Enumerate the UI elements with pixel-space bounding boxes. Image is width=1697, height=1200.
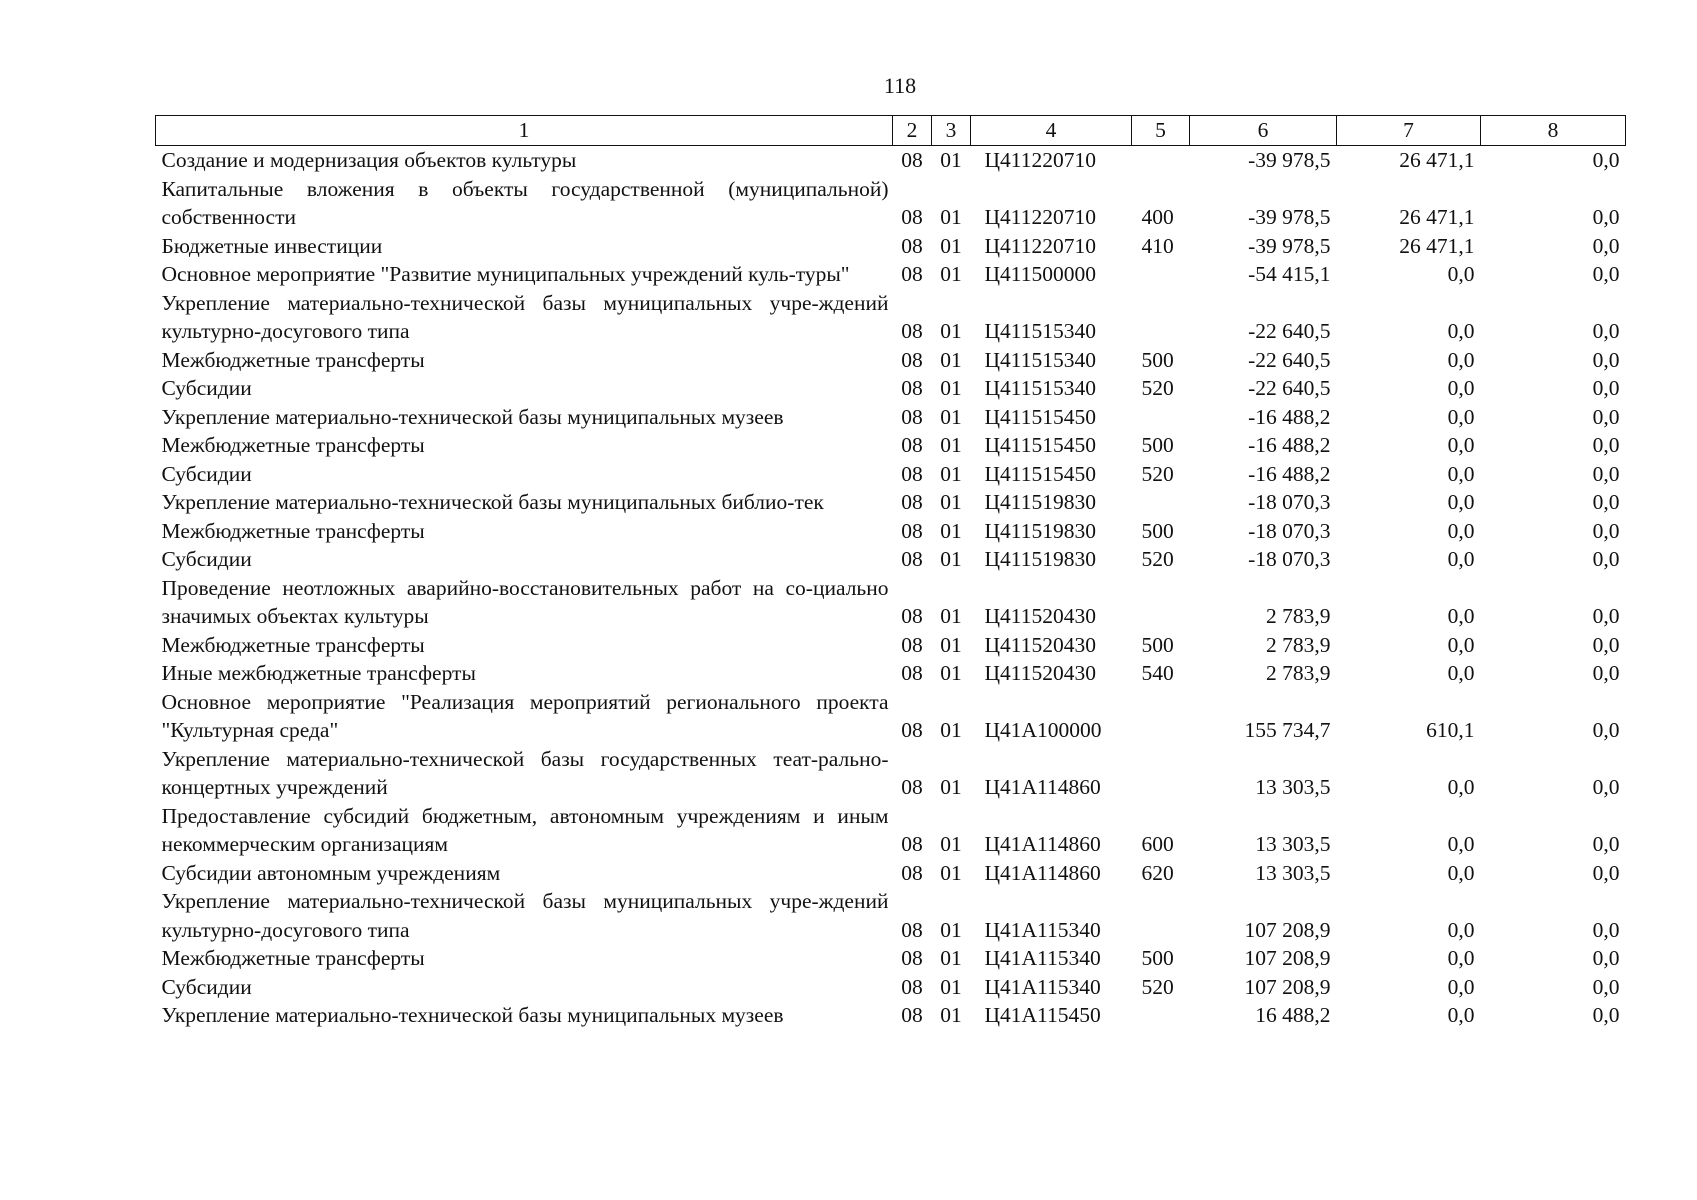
cell-value-6: -16 488,2 [1248,433,1331,457]
cell-expense-type [1132,887,1190,944]
cell-value-6: 155 734,7 [1244,718,1331,742]
table-row [156,488,1626,517]
cell-subsection: 01 [940,860,962,885]
cell-name: Проведение неотложных аварийно-восстановительных работ на со-циально значимых объектах культуры [161,575,889,628]
cell-target-article: Ц411519830 [984,490,1096,514]
cell-subsection: 01 [940,376,962,400]
cell-value-6: 2 783,9 [1266,661,1331,685]
cell-expense-type: 600 [1141,832,1174,856]
cell-value-6: -18 070,3 [1248,547,1331,571]
cell-subsection: 01 [940,946,962,970]
cell-name: Субсидии [161,974,252,999]
cell-section: 08 [901,461,923,486]
cell-target-article: Ц411520430 [984,661,1096,685]
cell-expense-type [1132,260,1190,289]
header-row [156,116,1626,146]
cell-subsection: 01 [940,518,962,543]
header-col-6: 6 [1190,116,1337,146]
cell-expense-type [1132,745,1190,802]
cell-value-8: 0,0 [1592,661,1620,685]
cell-name: Бюджетные инвестиции [161,233,383,258]
cell-value-6: 2 783,9 [1266,604,1331,628]
cell-expense-type [1132,289,1190,346]
table-row [156,260,1626,289]
cell-section: 08 [901,1003,923,1027]
cell-value-7: 0,0 [1447,917,1475,942]
cell-target-article: Ц411220710 [984,148,1096,172]
cell-value-6: 13 303,5 [1255,832,1331,856]
cell-name: Укрепление материально-технической базы муниципальных музеев [161,1003,784,1027]
cell-section: 08 [901,404,923,429]
cell-name: Укрепление материально-технической базы муниципальных учре-ждений культурно-досугового типа [161,290,889,343]
cell-expense-type [1132,1001,1190,1030]
cell-target-article: Ц411520430 [984,604,1096,628]
cell-target-article: Ц411519830 [984,518,1096,543]
table-row [156,802,1626,859]
cell-value-7: 0,0 [1447,832,1475,856]
table-body [156,146,1626,1030]
cell-name: Межбюджетные трансферты [161,946,425,970]
cell-value-8: 0,0 [1592,347,1620,372]
cell-section: 08 [901,376,923,400]
cell-name: Межбюджетные трансферты [161,433,425,457]
cell-expense-type: 500 [1141,347,1174,372]
cell-value-8: 0,0 [1592,547,1620,571]
cell-name: Межбюджетные трансферты [161,632,425,657]
cell-value-7: 0,0 [1447,433,1475,457]
cell-value-6: 107 208,9 [1244,917,1331,942]
cell-target-article: Ц41А114860 [984,832,1101,856]
table-row [156,973,1626,1002]
cell-subsection: 01 [940,404,962,429]
cell-expense-type: 520 [1141,461,1174,486]
cell-section: 08 [901,433,923,457]
table-row [156,688,1626,745]
cell-section: 08 [901,974,923,999]
cell-value-7: 0,0 [1447,461,1475,486]
cell-section: 08 [901,490,923,514]
header-col-3: 3 [932,116,971,146]
header-col-1: 1 [156,116,893,146]
cell-subsection: 01 [940,319,962,343]
cell-value-7: 0,0 [1447,974,1475,999]
table-row [156,659,1626,688]
cell-expense-type [1132,403,1190,432]
cell-value-6: -39 978,5 [1248,205,1331,229]
cell-section: 08 [901,547,923,571]
cell-target-article: Ц411515340 [984,319,1096,343]
table-row [156,403,1626,432]
cell-subsection: 01 [940,974,962,999]
table-row [156,232,1626,261]
cell-subsection: 01 [940,433,962,457]
cell-target-article: Ц41А115340 [984,974,1101,999]
cell-value-6: -22 640,5 [1248,376,1331,400]
cell-section: 08 [901,832,923,856]
cell-subsection: 01 [940,490,962,514]
cell-value-7: 0,0 [1447,1003,1475,1027]
cell-expense-type: 520 [1141,547,1174,571]
cell-value-7: 0,0 [1447,775,1475,799]
table-row [156,944,1626,973]
cell-target-article: Ц411500000 [984,262,1096,286]
table-header [156,116,1626,146]
cell-name: Капитальные вложения в объекты государственной (муниципальной) собственности [161,176,889,229]
cell-target-article: Ц41А114860 [984,860,1101,885]
cell-subsection: 01 [940,547,962,571]
cell-name: Основное мероприятие "Реализация мероприятий регионального проекта "Культурная среда" [161,689,889,742]
cell-value-7: 26 471,1 [1399,233,1475,258]
cell-value-8: 0,0 [1592,404,1620,429]
cell-value-7: 26 471,1 [1399,148,1475,172]
table-row [156,887,1626,944]
cell-section: 08 [901,632,923,657]
cell-value-7: 0,0 [1447,262,1475,286]
cell-value-6: -16 488,2 [1248,461,1331,486]
header-col-4: 4 [971,116,1132,146]
cell-value-8: 0,0 [1592,604,1620,628]
cell-subsection: 01 [940,917,962,942]
cell-value-6: -18 070,3 [1248,490,1331,514]
cell-expense-type: 400 [1141,205,1174,229]
cell-value-8: 0,0 [1592,832,1620,856]
cell-value-8: 0,0 [1592,718,1620,742]
cell-expense-type: 500 [1141,518,1174,543]
cell-name: Создание и модернизация объектов культуры [161,148,577,172]
cell-value-6: -22 640,5 [1248,347,1331,372]
cell-target-article: Ц411515450 [984,461,1096,486]
cell-section: 08 [901,775,923,799]
header-col-8: 8 [1481,116,1626,146]
cell-expense-type: 520 [1141,376,1174,400]
cell-section: 08 [901,233,923,258]
cell-name: Укрепление материально-технической базы государственных теат-рально-концертных учреждений [161,746,889,799]
cell-value-7: 0,0 [1447,319,1475,343]
table-row [156,631,1626,660]
cell-value-8: 0,0 [1592,1003,1620,1027]
cell-name: Иные межбюджетные трансферты [161,661,476,685]
cell-value-8: 0,0 [1592,518,1620,543]
cell-value-8: 0,0 [1592,205,1620,229]
cell-expense-type [1132,688,1190,745]
cell-value-6: -54 415,1 [1248,262,1331,286]
cell-section: 08 [901,148,923,172]
cell-target-article: Ц411515340 [984,376,1096,400]
cell-target-article: Ц41А115340 [984,946,1101,970]
cell-section: 08 [901,518,923,543]
cell-target-article: Ц411515340 [984,347,1096,372]
cell-expense-type: 410 [1141,233,1174,258]
table-row [156,1001,1626,1030]
cell-value-8: 0,0 [1592,974,1620,999]
cell-value-7: 0,0 [1447,547,1475,571]
cell-value-7: 0,0 [1447,347,1475,372]
cell-subsection: 01 [940,775,962,799]
cell-target-article: Ц41А114860 [984,775,1101,799]
cell-value-8: 0,0 [1592,860,1620,885]
cell-value-6: -16 488,2 [1248,404,1331,429]
table-row [156,859,1626,888]
cell-expense-type [1132,574,1190,631]
cell-subsection: 01 [940,205,962,229]
cell-subsection: 01 [940,461,962,486]
cell-section: 08 [901,262,923,286]
cell-value-8: 0,0 [1592,461,1620,486]
cell-section: 08 [901,661,923,685]
cell-target-article: Ц411520430 [984,632,1096,657]
cell-expense-type: 500 [1141,632,1174,657]
cell-subsection: 01 [940,262,962,286]
cell-target-article: Ц411220710 [984,205,1096,229]
cell-value-8: 0,0 [1592,775,1620,799]
cell-value-6: -22 640,5 [1248,319,1331,343]
table-row [156,374,1626,403]
cell-subsection: 01 [940,661,962,685]
cell-target-article: Ц411220710 [984,233,1096,258]
cell-expense-type [1132,146,1190,175]
cell-value-8: 0,0 [1592,376,1620,400]
cell-subsection: 01 [940,347,962,372]
cell-expense-type: 620 [1141,860,1174,885]
cell-value-7: 0,0 [1447,518,1475,543]
cell-section: 08 [901,946,923,970]
header-col-7: 7 [1337,116,1481,146]
cell-subsection: 01 [940,832,962,856]
cell-name: Субсидии [161,461,252,486]
header-col-5: 5 [1132,116,1190,146]
cell-section: 08 [901,205,923,229]
cell-value-6: 13 303,5 [1255,775,1331,799]
cell-name: Основное мероприятие "Развитие муниципальных учреждений куль-туры" [161,262,850,286]
cell-subsection: 01 [940,1003,962,1027]
cell-section: 08 [901,917,923,942]
cell-value-6: 107 208,9 [1244,946,1331,970]
cell-subsection: 01 [940,148,962,172]
cell-target-article: Ц41А115340 [984,917,1101,942]
cell-target-article: Ц41А100000 [984,718,1102,742]
cell-value-8: 0,0 [1592,433,1620,457]
cell-value-8: 0,0 [1592,946,1620,970]
cell-name: Предоставление субсидий бюджетным, автономным учреждениям и иным некоммерческим организациям [161,803,889,856]
cell-name: Межбюджетные трансферты [161,347,425,372]
page-number: 118 [883,73,917,98]
cell-value-6: 16 488,2 [1255,1003,1331,1027]
cell-value-7: 0,0 [1447,860,1475,885]
cell-subsection: 01 [940,233,962,258]
table-row [156,574,1626,631]
cell-value-7: 0,0 [1447,604,1475,628]
cell-value-7: 0,0 [1447,404,1475,429]
cell-section: 08 [901,347,923,372]
cell-name: Межбюджетные трансферты [161,518,425,543]
cell-value-6: -39 978,5 [1248,148,1331,172]
table-row [156,517,1626,546]
cell-subsection: 01 [940,718,962,742]
cell-value-6: -39 978,5 [1248,233,1331,258]
cell-target-article: Ц411519830 [984,547,1096,571]
cell-value-7: 0,0 [1447,946,1475,970]
cell-value-6: 2 783,9 [1266,632,1331,657]
cell-value-6: -18 070,3 [1248,518,1331,543]
cell-name: Субсидии [161,376,252,400]
cell-value-7: 610,1 [1426,718,1475,742]
cell-value-7: 0,0 [1447,632,1475,657]
cell-name: Субсидии [161,547,252,571]
table-row [156,175,1626,232]
cell-subsection: 01 [940,632,962,657]
cell-expense-type: 540 [1141,661,1174,685]
table-row [156,460,1626,489]
cell-value-8: 0,0 [1592,148,1620,172]
cell-value-6: 107 208,9 [1244,974,1331,999]
cell-value-8: 0,0 [1592,262,1620,286]
cell-name: Укрепление материально-технической базы муниципальных музеев [161,404,784,429]
table-row [156,146,1626,175]
table-row [156,289,1626,346]
cell-value-6: 13 303,5 [1255,860,1331,885]
cell-target-article: Ц41А115450 [984,1003,1101,1027]
budget-table [155,115,1626,1030]
cell-value-8: 0,0 [1592,319,1620,343]
cell-expense-type: 520 [1141,974,1174,999]
cell-value-8: 0,0 [1592,632,1620,657]
table-row [156,431,1626,460]
header-col-2: 2 [893,116,932,146]
cell-value-7: 0,0 [1447,376,1475,400]
table-row [156,346,1626,375]
cell-target-article: Ц411515450 [984,404,1096,429]
cell-name: Укрепление материально-технической базы муниципальных учре-ждений культурно-досугового типа [161,889,889,942]
cell-subsection: 01 [940,604,962,628]
cell-section: 08 [901,604,923,628]
cell-expense-type: 500 [1141,946,1174,970]
cell-value-7: 0,0 [1447,490,1475,514]
cell-expense-type: 500 [1141,433,1174,457]
cell-value-8: 0,0 [1592,490,1620,514]
cell-section: 08 [901,860,923,885]
cell-value-7: 0,0 [1447,661,1475,685]
cell-value-8: 0,0 [1592,917,1620,942]
table-row [156,745,1626,802]
cell-target-article: Ц411515450 [984,433,1096,457]
cell-section: 08 [901,718,923,742]
cell-section: 08 [901,319,923,343]
cell-name: Субсидии автономным учреждениям [161,860,501,885]
cell-name: Укрепление материально-технической базы муниципальных библио-тек [161,490,824,514]
cell-expense-type [1132,488,1190,517]
cell-value-7: 26 471,1 [1399,205,1475,229]
table-row [156,545,1626,574]
cell-value-8: 0,0 [1592,233,1620,258]
